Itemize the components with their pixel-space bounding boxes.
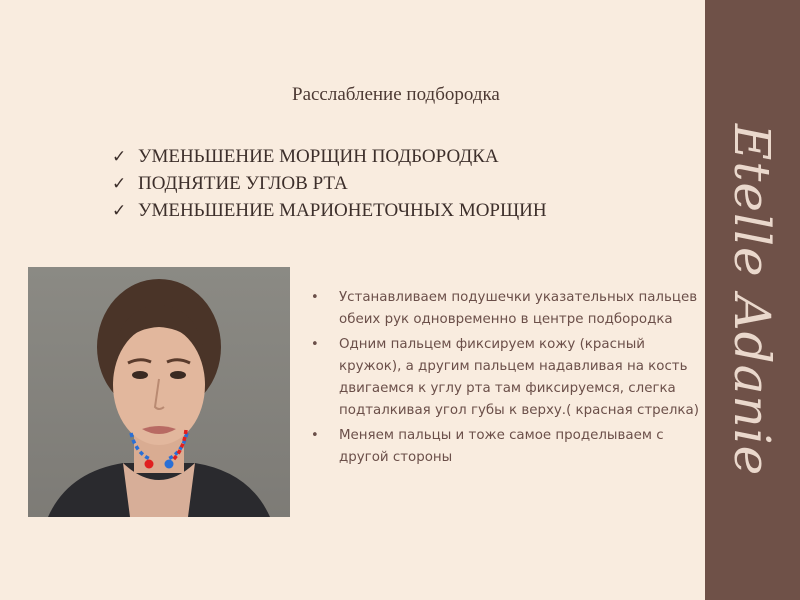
instruction-item xyxy=(309,425,699,469)
right-eye xyxy=(170,371,186,379)
instruction-text: Меняем пальцы и тоже самое проделываем с другой стороны xyxy=(339,428,664,465)
check-icon: ✓ xyxy=(112,200,127,220)
instruction-item xyxy=(309,334,699,422)
left-eye xyxy=(132,371,148,379)
check-icon: ✓ xyxy=(112,173,127,193)
checklist-item-text: УМЕНЬШЕНИЕ МАРИОНЕТОЧНЫХ МОРЩИН xyxy=(138,199,547,221)
checklist-item-text: УМЕНЬШЕНИЕ МОРЩИН ПОДБОРОДКА xyxy=(138,145,499,167)
face-illustration xyxy=(28,267,290,517)
instruction-text: Одним пальцем фиксируем кожу (красный кружок), а другим пальцем надавливая на кость двигаемся к углу рта там фиксируемся, слегка подталкивая угол губы к верху.( красная стрелка) xyxy=(339,337,699,418)
checklist-item xyxy=(112,143,547,170)
blue-circle-marker xyxy=(165,460,174,469)
red-circle-marker xyxy=(145,460,154,469)
checklist-item xyxy=(112,197,547,224)
sidebar-brand-text: Etelle Adanie xyxy=(723,123,781,477)
instruction-item xyxy=(309,287,699,331)
face-photo xyxy=(28,267,290,517)
check-icon: ✓ xyxy=(112,146,127,166)
bullet-dot-icon: • xyxy=(311,428,319,443)
slide-title: Расслабление подбородка xyxy=(292,84,500,105)
checklist-item xyxy=(112,170,547,197)
instruction-list xyxy=(309,287,699,472)
checklist xyxy=(112,143,547,224)
instruction-text: Устанавливаем подушечки указательных пальцев обеих рук одновременно в центре подбородка xyxy=(339,290,698,327)
checklist-item-text: ПОДНЯТИЕ УГЛОВ РТА xyxy=(138,172,348,194)
bullet-dot-icon: • xyxy=(311,337,319,352)
bullet-dot-icon: • xyxy=(311,290,319,305)
